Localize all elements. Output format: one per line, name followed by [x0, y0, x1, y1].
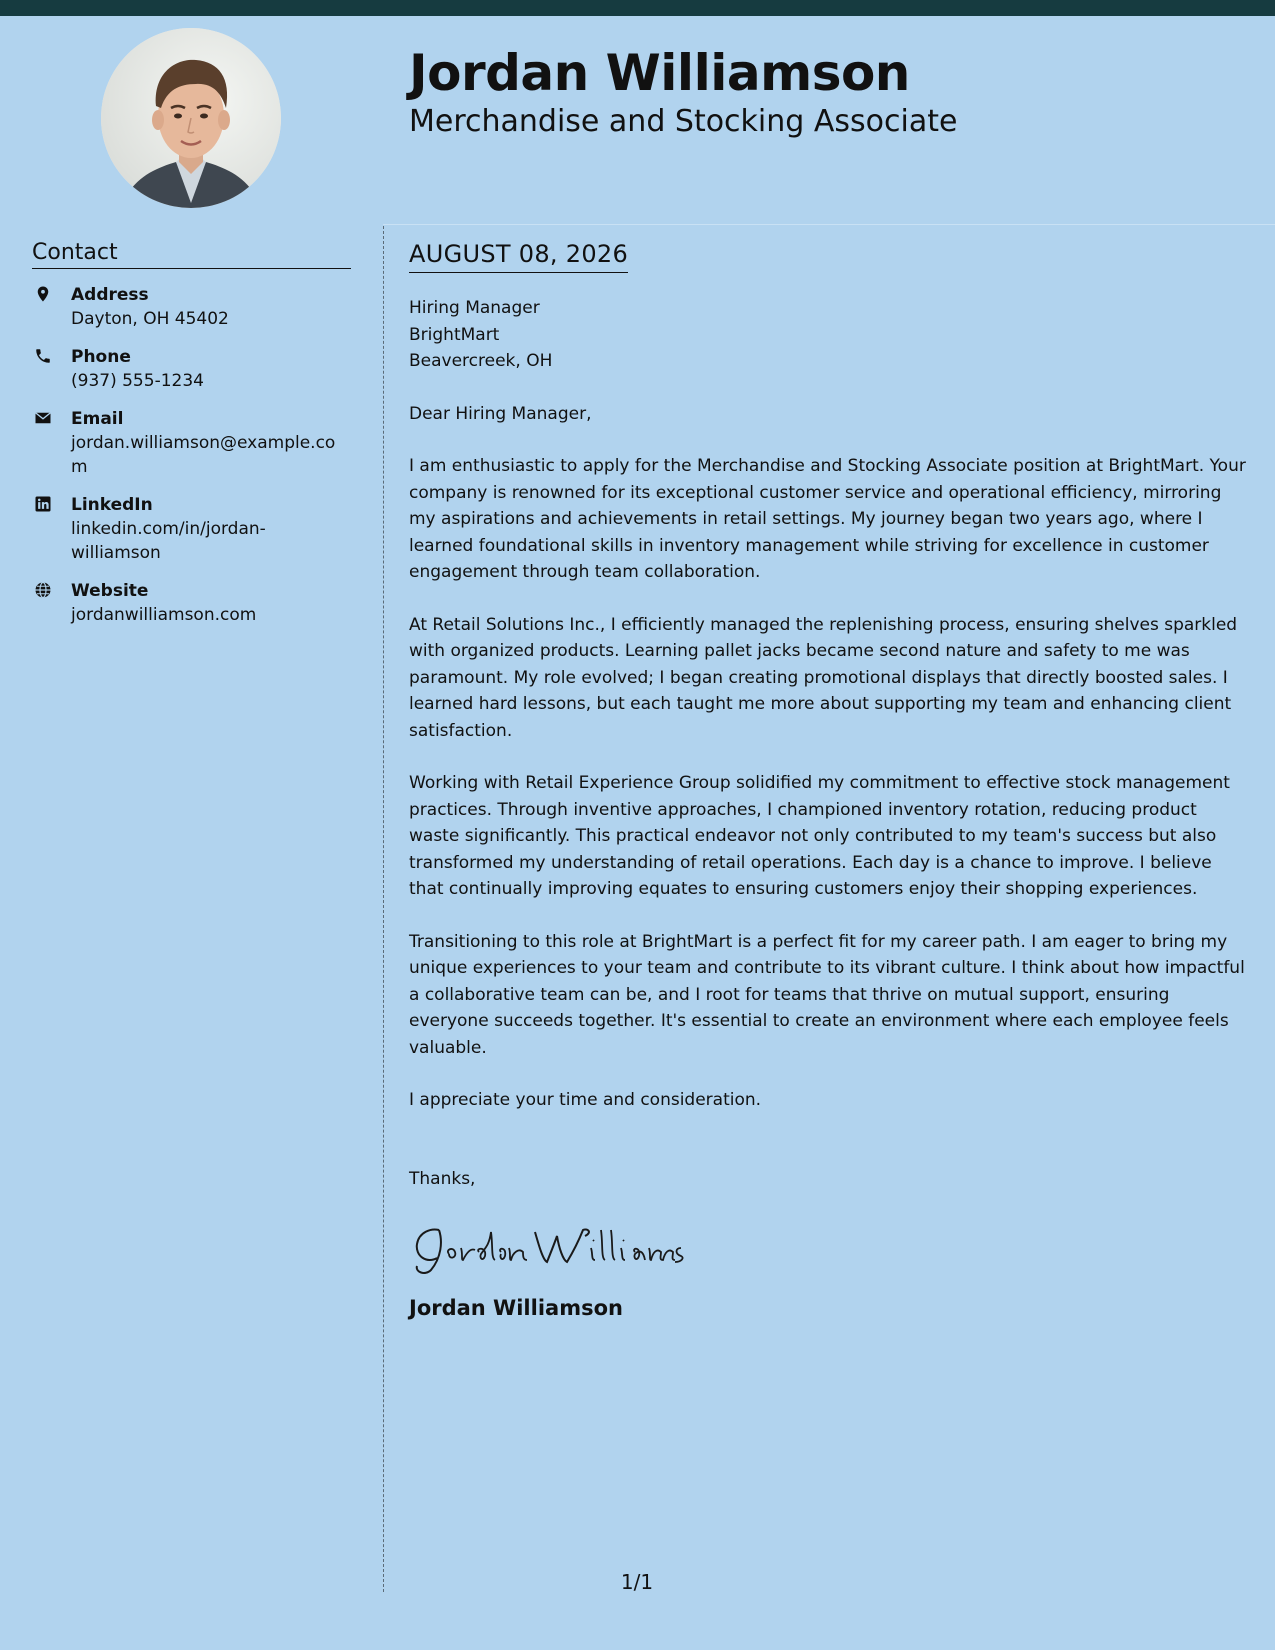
contact-item-linkedin: [32, 493, 351, 565]
top-accent-bar: [0, 0, 1275, 16]
salutation: Dear Hiring Manager,: [409, 403, 592, 424]
closing: Thanks,: [409, 1168, 476, 1189]
envelope-icon: [34, 409, 52, 427]
recipient-line: Hiring Manager: [409, 298, 540, 318]
contact-item-email: [32, 407, 351, 479]
contact-sidebar: [32, 240, 351, 641]
candidate-name: Jordan Williamson: [409, 44, 910, 102]
letter-paragraph: I am enthusiastic to apply for the Merchandise and Stocking Associate position at BrightMart. Your company is renowned for its exceptional customer service and operational efficiency, mirroring my aspirations and achievements in retail settings. My journey began two years ago, where I learned foundational skills in inventory management while striving for excellence in customer engagement through team collaboration.: [409, 456, 1246, 582]
cover-letter-body: [409, 240, 1251, 1320]
contact-label: Phone: [71, 347, 131, 367]
handwritten-signature: [409, 1222, 1251, 1278]
contact-label: LinkedIn: [71, 495, 153, 515]
contact-label: Address: [71, 285, 149, 305]
contact-item-address: [32, 283, 351, 331]
recipient-line: Beavercreek, OH: [409, 351, 553, 371]
job-title: Merchandise and Stocking Associate: [409, 104, 958, 139]
recipient-block: [409, 295, 1251, 375]
contact-item-website: [32, 579, 351, 627]
header-divider: [383, 224, 1275, 225]
signed-name: Jordan Williamson: [409, 1296, 623, 1320]
contact-value: jordan.williamson@example.com: [71, 433, 336, 477]
profile-photo: [101, 28, 281, 208]
globe-icon: [34, 581, 52, 599]
column-divider: [383, 226, 384, 1592]
letter-paragraph: I appreciate your time and consideration.: [409, 1090, 762, 1110]
contact-value: (937) 555-1234: [71, 371, 204, 391]
contact-value: linkedin.com/in/jordan-williamson: [71, 519, 266, 563]
letter-paragraph: Working with Retail Experience Group solidified my commitment to effective stock management practices. Through inventive approaches, I championed inventory rotation, reducing product waste significantly. This practical endeavor not only contributed to my team's success but also transformed my understanding of retail operations. Each day is a chance to improve. I believe that continually improving equates to ensuring customers enjoy their shopping experiences.: [409, 773, 1230, 899]
contact-heading: Contact: [32, 240, 351, 269]
map-pin-icon: [34, 285, 52, 303]
phone-icon: [34, 347, 52, 365]
contact-value: jordanwilliamson.com: [71, 605, 257, 625]
letter-date: AUGUST 08, 2026: [409, 240, 628, 273]
letter-paragraph: Transitioning to this role at BrightMart is a perfect fit for my career path. I am eager to bring my unique experiences to your team and contribute to its vibrant culture. I think about how impactful a collaborative team can be, and I root for teams that thrive on mutual support, ensuring everyone succeeds together. It's essential to create an environment where each employee feels valuable.: [409, 931, 1245, 1058]
contact-value: Dayton, OH 45402: [71, 309, 229, 329]
letter-paragraph: At Retail Solutions Inc., I efficiently managed the replenishing process, ensuring shelves sparkled with organized products. Learning pallet jacks became second nature and safety to me was paramount. My role evolved; I began creating promotional displays that directly boosted sales. I learned hard lessons, but each taught me more about supporting my team and enhancing client satisfaction.: [409, 614, 1238, 741]
contact-label: Email: [71, 409, 124, 429]
linkedin-icon: [34, 495, 52, 513]
contact-item-phone: [32, 345, 351, 393]
page-number: 1/1: [620, 1570, 654, 1594]
recipient-line: BrightMart: [409, 324, 500, 345]
contact-label: Website: [71, 581, 149, 601]
